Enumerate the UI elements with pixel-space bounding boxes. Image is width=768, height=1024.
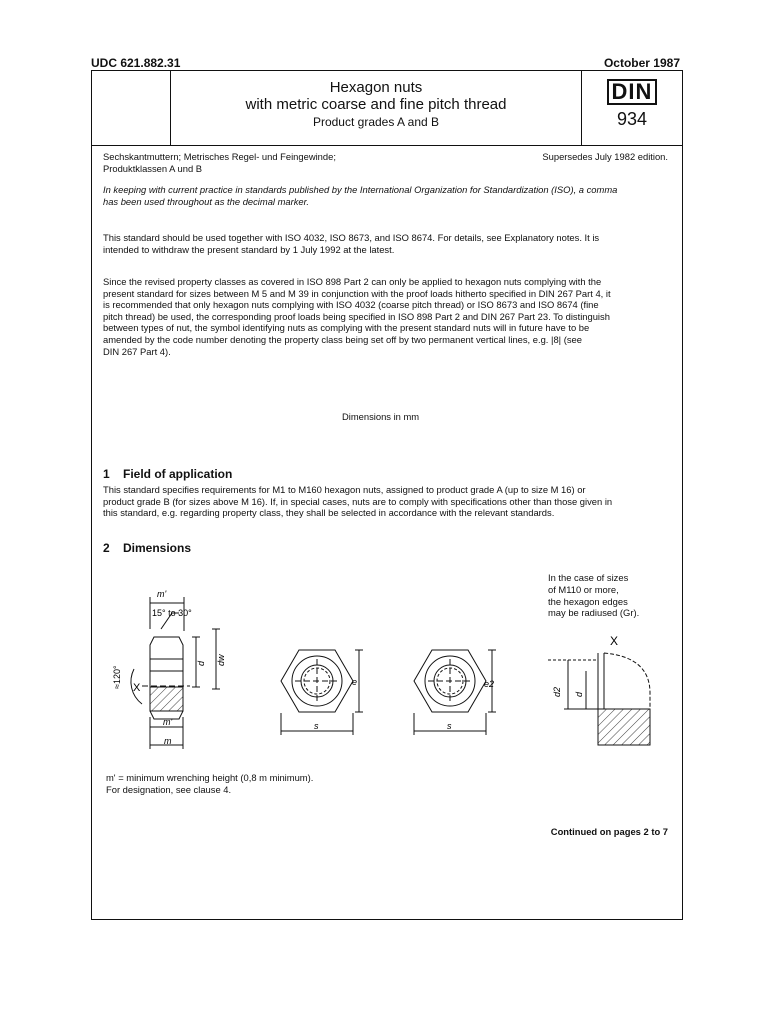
title-block-title-cell <box>171 71 581 145</box>
section-2-title: Dimensions <box>123 541 192 555</box>
title-block-left-cell <box>92 71 171 145</box>
label-x: X <box>133 682 141 694</box>
radius-note <box>548 572 639 619</box>
german-title <box>103 151 336 174</box>
iso-decimal-note <box>103 184 617 207</box>
section-1-line: product grade B (for sizes above M 16). If, in special cases, nuts are to comply with specifications other than those given in <box>103 495 613 507</box>
document-subtitle: Product grades A and B <box>312 115 440 129</box>
nut-top-view-figure <box>267 645 367 745</box>
din-number: 934 <box>616 109 648 129</box>
din-number-cell <box>581 71 682 145</box>
radius-note-line: the hexagon edges <box>548 595 628 607</box>
paragraph-line: amended by the code number denoting the property class being set off by two permanent vertical lines, e.g. |8| (see <box>103 333 582 345</box>
label-d-detail: d <box>574 691 584 697</box>
section-1-line: This standard specifies requirements for M1 to M160 hexagon nuts, assigned to product grade A (up to size M 16) or <box>103 484 586 495</box>
german-title-line-2: Produktklassen A und B <box>103 162 203 174</box>
paragraph-line: between types of nut, the symbol identifying nuts as complying with the present standard nuts will in future have to be <box>103 322 590 334</box>
paragraph-line: pitch thread) be used, the corresponding proof loads being specified in ISO 898 Part 2 and DIN 267 Part 23. To distinguish <box>103 310 610 322</box>
label-e: e <box>352 677 358 687</box>
paragraph-property-classes <box>103 276 611 357</box>
label-m-prime-top: m' <box>157 589 167 599</box>
paragraph-line: is recommended that only hexagon nuts complying with ISO 4032 (coarse pitch thread) or ISO 8673 and ISO 8674 (fine <box>103 299 599 311</box>
german-title-line-1: Sechskantmuttern; Metrisches Regel- und Feingewinde; <box>103 151 336 162</box>
title-block <box>92 71 682 146</box>
label-chamfer-angle: 15° to 30° <box>152 608 192 618</box>
footnote-line-1: m' = minimum wrenching height (0,8 m minimum). <box>106 772 314 783</box>
dimensions-in-mm-note: Dimensions in mm <box>342 411 420 422</box>
document-title-line-2: with metric coarse and fine pitch thread <box>245 96 507 113</box>
paragraph-usage-line-1: This standard should be used together with ISO 4032, ISO 8673, and ISO 8674. For details, see Explanatory notes. It is <box>103 232 600 243</box>
din-logo: DIN <box>607 79 658 105</box>
paragraph-usage <box>103 232 599 255</box>
section-1-heading <box>103 467 232 481</box>
udc-number: UDC 621.882.31 <box>91 56 181 70</box>
nut-top-view-radiused-figure <box>400 645 500 745</box>
label-m: m <box>164 736 172 746</box>
publication-date: October 1987 <box>603 56 680 70</box>
label-d2: d2 <box>552 686 562 697</box>
radius-note-line: In the case of sizes <box>548 572 629 583</box>
label-dw: dw <box>216 654 226 666</box>
paragraph-line: present standard for sizes between M 5 and M 39 in conjunction with the proof loads hitherto specified in DIN 267 Part 4, it <box>103 287 611 299</box>
supersedes-note: Supersedes July 1982 edition. <box>542 151 668 162</box>
section-2-number: 2 <box>103 541 110 555</box>
label-d: d <box>196 660 206 666</box>
nut-side-view-figure <box>112 589 262 761</box>
section-1-body <box>103 484 612 519</box>
iso-note-line-2: has been used throughout as the decimal marker. <box>103 195 310 207</box>
label-m-prime-bottom: m' <box>163 717 173 727</box>
section-2-heading <box>103 541 191 555</box>
document-frame <box>91 70 683 920</box>
label-s-2: s <box>447 721 452 731</box>
detail-x-figure <box>538 633 668 753</box>
label-approx-120: ≈120° <box>112 665 122 689</box>
radius-note-line: of M110 or more, <box>548 583 619 595</box>
section-1-title: Field of application <box>123 467 233 481</box>
footnote-line-2: For designation, see clause 4. <box>106 783 232 795</box>
figure-footnote <box>106 772 313 795</box>
section-1-number: 1 <box>103 467 110 481</box>
section-1-line: this standard, e.g. regarding property class, they shall be selected in accordance with the relevant standards. <box>103 507 555 519</box>
label-e2: e2 <box>484 679 495 689</box>
label-s-1: s <box>314 721 319 731</box>
paragraph-line: DIN 267 Part 4). <box>103 345 171 357</box>
label-x-detail: X <box>610 634 619 648</box>
continued-note: Continued on pages 2 to 7 <box>550 826 668 837</box>
radius-note-line: may be radiused (Gr). <box>548 607 640 619</box>
paragraph-usage-line-2: intended to withdraw the present standard by 1 July 1992 at the latest. <box>103 243 395 255</box>
document-title-line-1: Hexagon nuts <box>329 79 423 96</box>
paragraph-line: Since the revised property classes as covered in ISO 898 Part 2 can only be applied to hexagon nuts complying with the <box>103 276 602 287</box>
iso-note-line-1: In keeping with current practice in standards published by the International Organization for Standardization (ISO), a comma <box>103 184 618 195</box>
